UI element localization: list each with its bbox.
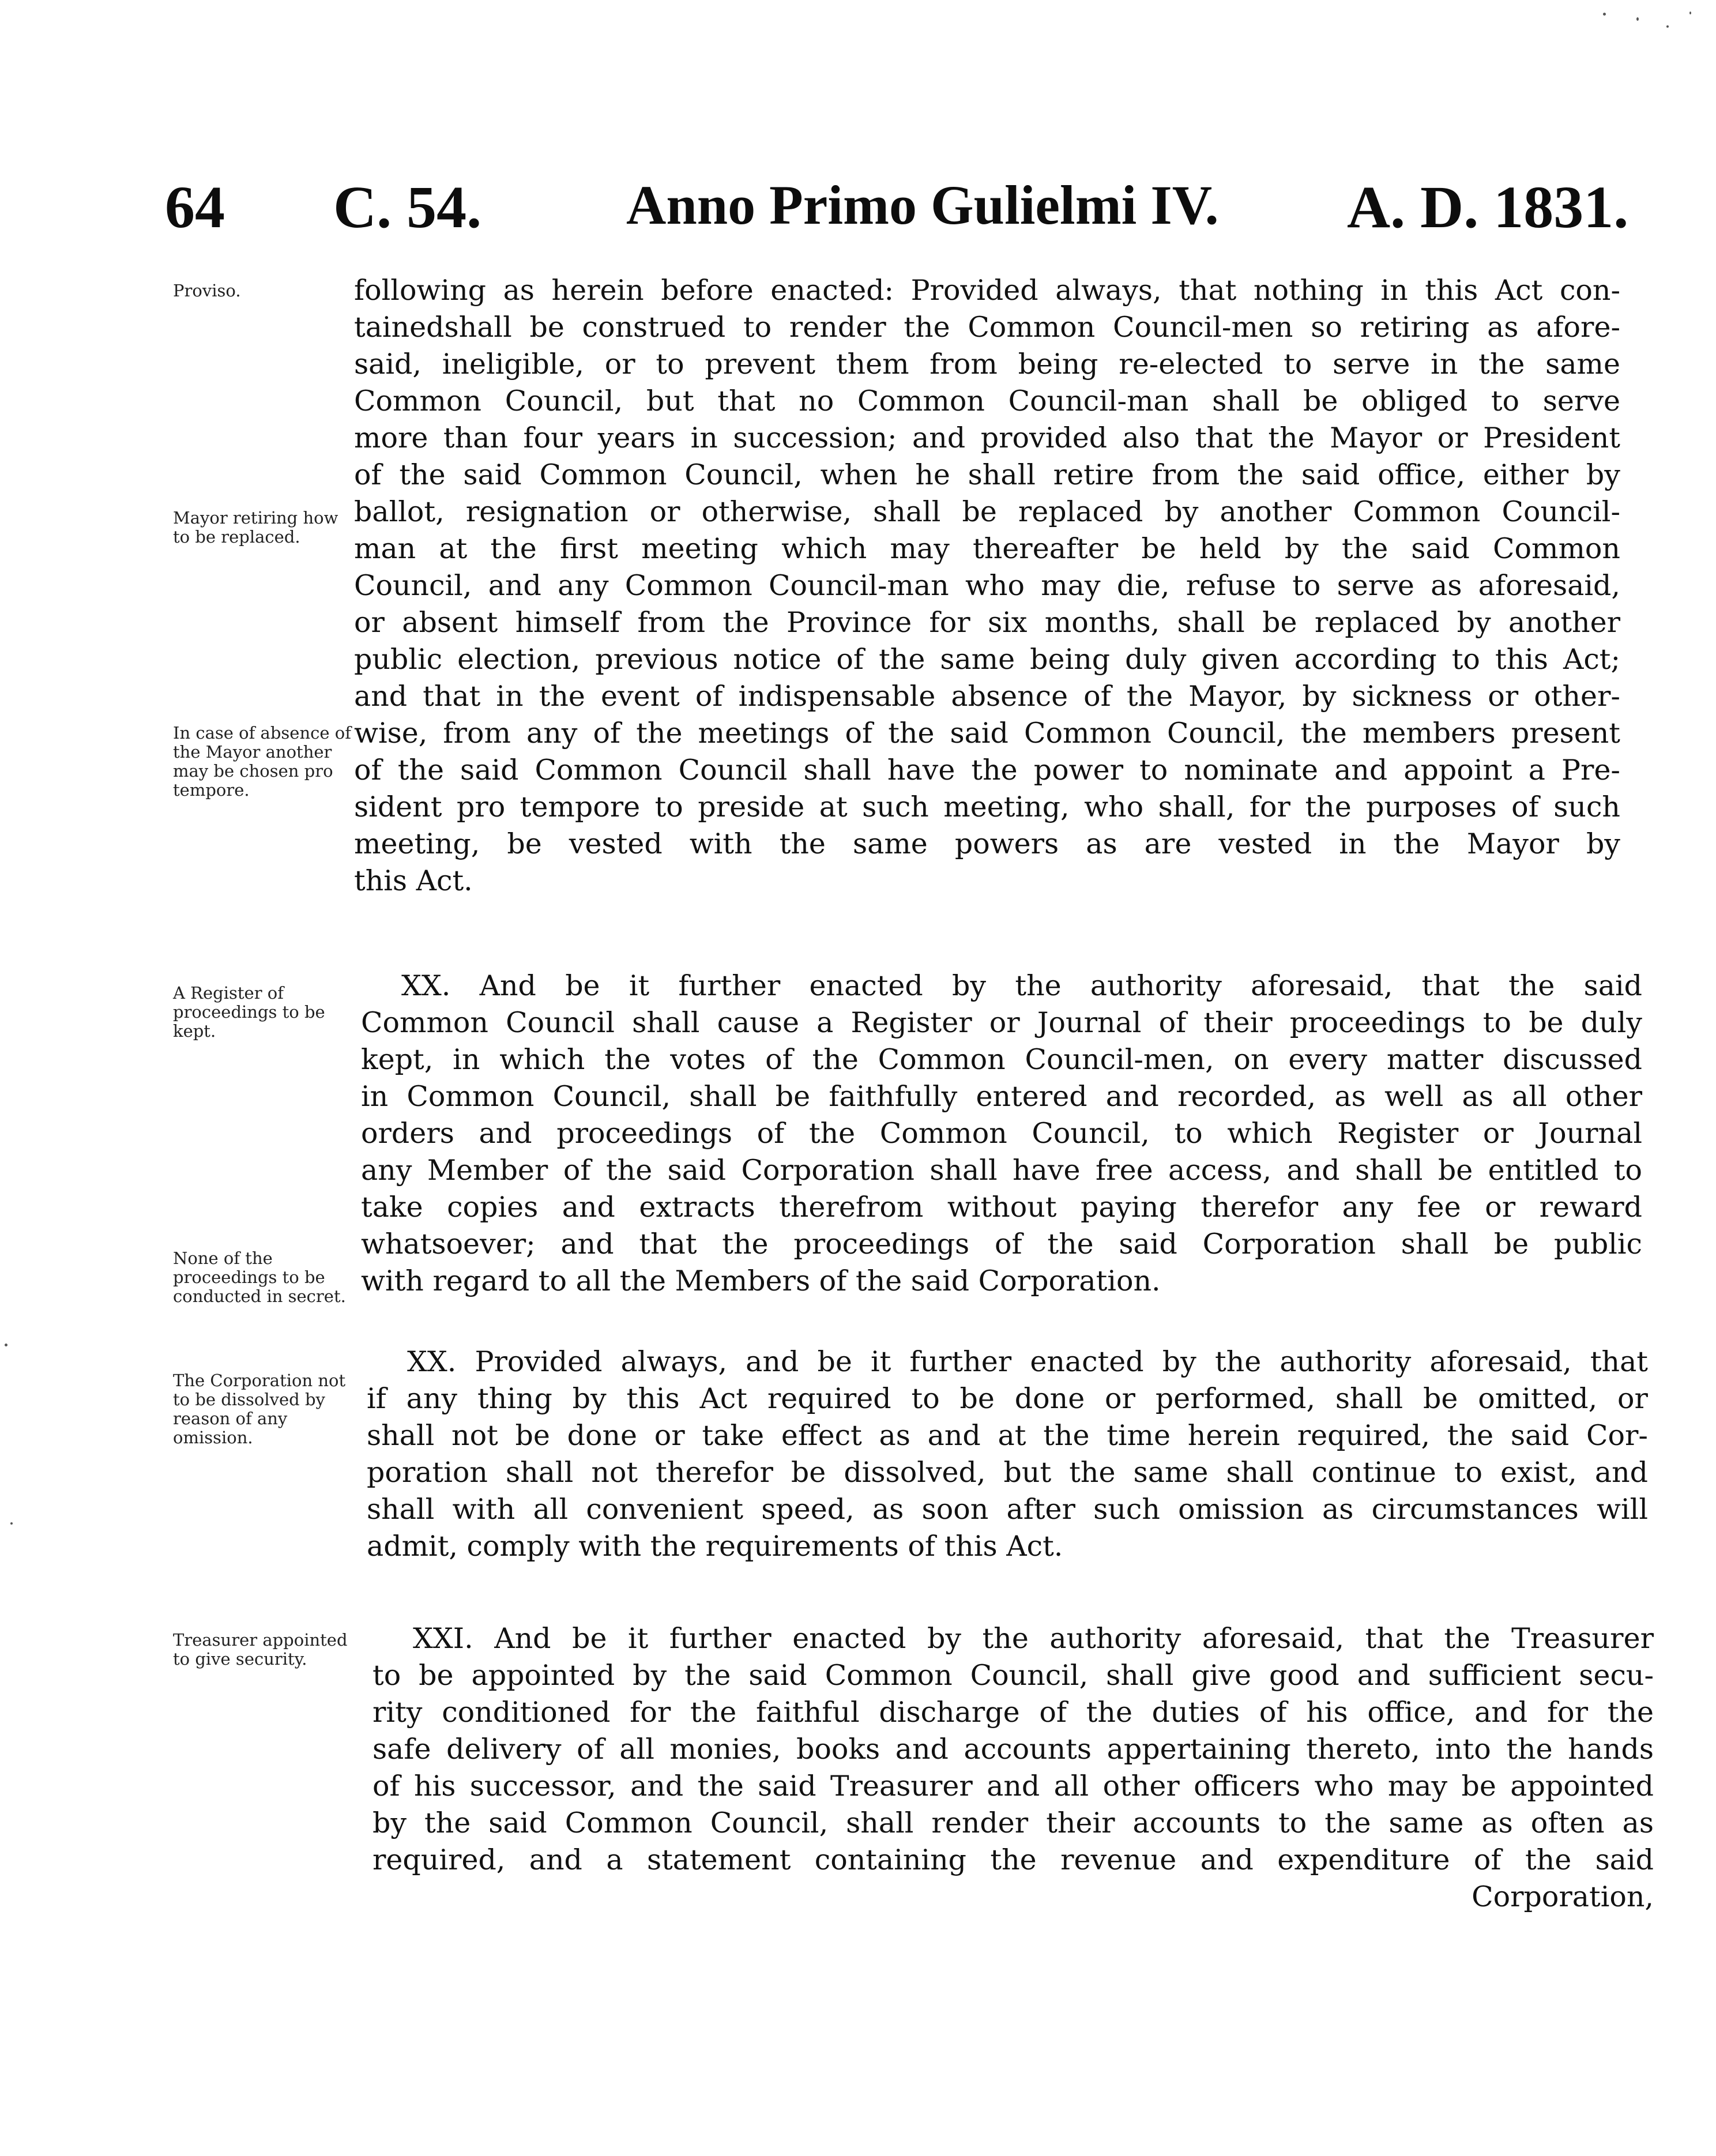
- text-line: XXI. And be it further enacted by the authority aforesaid, that the Treasurer: [413, 1622, 1654, 1655]
- margin-note-absence-of-mayor: In case of absence of the Mayor another may be chosen pro tempore.: [173, 723, 351, 800]
- text-line: XX. And be it further enacted by the authority aforesaid, that the said: [401, 969, 1642, 1002]
- paragraph-register: [361, 968, 1642, 1300]
- text-line: rity conditioned for the faithful discharge of the duties of his office, and for the: [372, 1696, 1654, 1729]
- running-title: Anno Primo Gulielmi IV.: [626, 174, 1219, 236]
- scan-speck: [1666, 25, 1669, 28]
- year-date: A. D. 1831.: [1347, 174, 1629, 240]
- text-line: in Common Council, shall be faithfully entered and recorded, as well as all other: [361, 1080, 1642, 1113]
- text-line: of his successor, and the said Treasurer and all other officers who may be appointed: [372, 1770, 1654, 1803]
- scan-speck: [10, 1522, 13, 1525]
- chapter-number: C. 54.: [333, 174, 482, 240]
- text-line: kept, in which the votes of the Common Council-men, on every matter discussed: [361, 1043, 1642, 1076]
- text-line: Council, and any Common Council-man who may die, refuse to serve as aforesaid,: [354, 569, 1620, 602]
- text-line: this Act.: [354, 864, 473, 897]
- margin-note-mayor-retiring: Mayor retiring how to be replaced.: [173, 508, 338, 547]
- text-line: wise, from any of the meetings of the said Common Council, the members present: [354, 717, 1620, 750]
- margin-note-not-dissolved: The Corporation not to be dissolved by reason of any omission.: [173, 1371, 346, 1447]
- text-line: meeting, be vested with the same powers as are vested in the Mayor by: [354, 827, 1620, 860]
- text-line: said, ineligible, or to prevent them from being re-elected to serve in the same: [354, 348, 1620, 381]
- text-line: safe delivery of all monies, books and accounts appertaining thereto, into the hands: [372, 1733, 1654, 1766]
- text-line: any Member of the said Corporation shall have free access, and shall be entitled to: [361, 1154, 1642, 1187]
- text-line: following as herein before enacted: Provided always, that nothing in this Act con-: [354, 274, 1620, 307]
- text-line: by the said Common Council, shall render their accounts to the same as often as: [372, 1807, 1654, 1839]
- text-line: public election, previous notice of the same being duly given according to this Act;: [354, 643, 1620, 676]
- text-line: take copies and extracts therefrom without paying therefor any fee or reward: [361, 1191, 1642, 1224]
- text-line: more than four years in succession; and provided also that the Mayor or President: [354, 422, 1620, 454]
- text-line: admit, comply with the requirements of this Act.: [367, 1530, 1063, 1563]
- text-line: Corporation,: [1472, 1880, 1654, 1913]
- text-line: shall with all convenient speed, as soon after such omission as circumstances will: [367, 1493, 1648, 1526]
- scan-speck: [1689, 12, 1691, 14]
- text-line: required, and a statement containing the revenue and expenditure of the said: [372, 1843, 1654, 1876]
- paragraph-treasurer: [372, 1620, 1654, 1916]
- text-line: with regard to all the Members of the said Corporation.: [361, 1265, 1161, 1297]
- text-line: XX. Provided always, and be it further enacted by the authority aforesaid, that: [407, 1345, 1648, 1378]
- text-line: shall not be done or take effect as and at the time herein required, the said Cor-: [367, 1419, 1648, 1452]
- paragraph-proviso: [354, 272, 1620, 900]
- paragraph-not-dissolved: [367, 1344, 1648, 1565]
- margin-note-no-secret-proceedings: None of the proceedings to be conducted in secret.: [173, 1248, 346, 1306]
- page-number: 64: [165, 174, 225, 240]
- margin-note-proviso: Proviso.: [173, 281, 241, 300]
- text-line: orders and proceedings of the Common Council, to which Register or Journal: [361, 1117, 1642, 1150]
- text-line: and that in the event of indispensable absence of the Mayor, by sickness or other-: [354, 680, 1620, 713]
- scan-speck: [5, 1344, 7, 1346]
- text-line: of the said Common Council, when he shall retire from the said office, either by: [354, 458, 1620, 491]
- text-line: tainedshall be construed to render the Common Council-men so retiring as afore-: [354, 311, 1620, 344]
- margin-note-register: A Register of proceedings to be kept.: [173, 983, 325, 1041]
- text-line: if any thing by this Act required to be done or performed, shall be omitted, or: [367, 1382, 1648, 1415]
- text-line: whatsoever; and that the proceedings of the said Corporation shall be public: [361, 1228, 1642, 1261]
- text-line: sident pro tempore to preside at such meeting, who shall, for the purposes of such: [354, 791, 1620, 823]
- scan-speck: [1603, 13, 1606, 16]
- text-line: ballot, resignation or otherwise, shall be replaced by another Common Council-: [354, 495, 1620, 528]
- text-line: of the said Common Council shall have the power to nominate and appoint a Pre-: [354, 754, 1620, 787]
- text-line: poration shall not therefor be dissolved, but the same shall continue to exist, and: [367, 1456, 1648, 1489]
- text-line: Common Council, but that no Common Council-man shall be obliged to serve: [354, 385, 1620, 417]
- text-line: man at the first meeting which may thereafter be held by the said Common: [354, 532, 1620, 565]
- text-line: Common Council shall cause a Register or Journal of their proceedings to be duly: [361, 1006, 1642, 1039]
- scan-speck: [1636, 17, 1639, 21]
- margin-note-treasurer: Treasurer appointed to give security.: [173, 1630, 348, 1669]
- text-line: to be appointed by the said Common Council, shall give good and sufficient secu-: [372, 1659, 1654, 1692]
- text-line: or absent himself from the Province for six months, shall be replaced by another: [354, 606, 1620, 639]
